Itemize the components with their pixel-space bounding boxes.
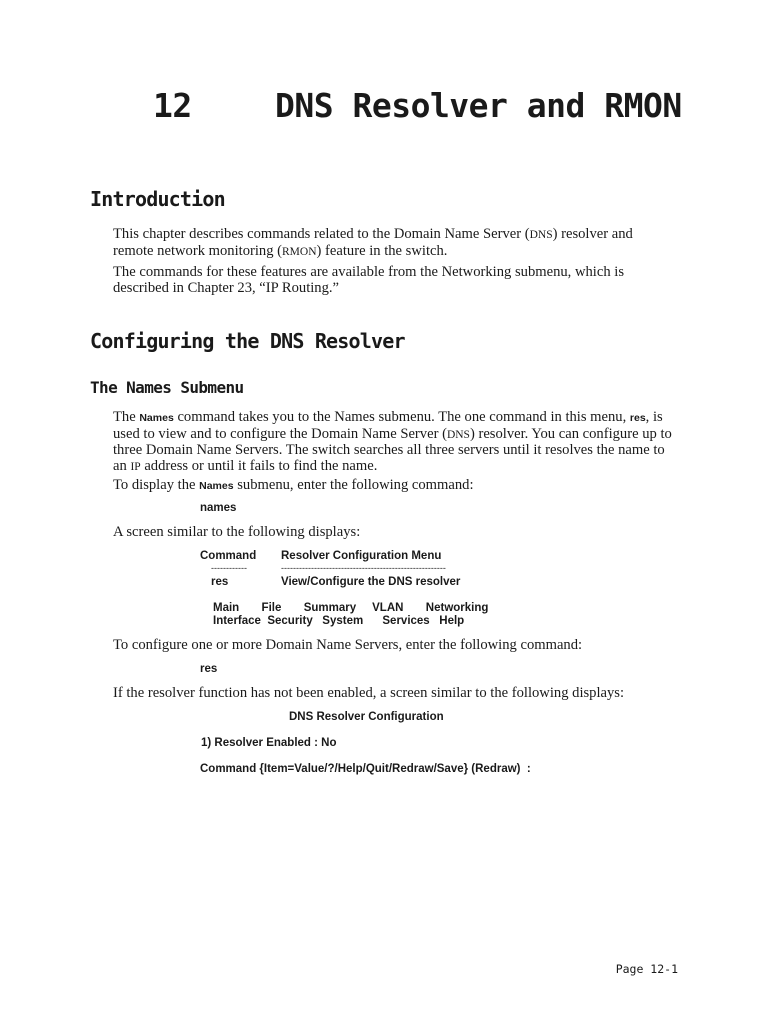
abbr-dns: DNS [446,428,470,441]
screen2-item-1: 1) Resolver Enabled : No [201,737,337,749]
command-example-res: res [200,663,218,675]
names-paragraph-3: A screen similar to the following displays: [113,524,361,540]
inline-command-res: res [629,412,646,424]
screen2-command-prompt: Command {Item=Value/?/Help/Quit/Redraw/Save} (Redraw) : [200,763,531,775]
names-paragraph-1: The Names command takes you to the Names submenu. The one command in this menu, res, is used to view and to configure the Domain Name Server (DNS) resolver. You can configure up to three Domain Name Servers. The switch searches all three servers until it resolves the name to an IP address or until it fails to find the name. [113,409,672,474]
abbr-ip: IP [130,460,141,473]
configuring-heading: Configuring the DNS Resolver [90,329,405,353]
screen1-row-command: res [211,576,229,588]
introduction-paragraph-1: This chapter describes commands related to the Domain Name Server (DNS) resolver and remote network monitoring (RMON) feature in the switch. [113,226,633,259]
command-example-names: names [200,502,237,514]
screen1-row-description: View/Configure the DNS resolver [281,576,461,588]
names-paragraph-2: To display the Names submenu, enter the following command: [113,477,474,493]
screen1-col1-rule: ------------ [211,563,247,573]
screen1-menu-line-2: Interface Security System Services Help [213,615,465,627]
page-number: Page 12-1 [615,962,678,976]
screen1-col2-header: Resolver Configuration Menu [281,550,442,562]
names-submenu-heading: The Names Submenu [90,378,244,397]
chapter-title: DNS Resolver and RMON [275,86,682,125]
names-paragraph-5: If the resolver function has not been enabled, a screen similar to the following displays: [113,685,625,701]
chapter-number: 12 [153,86,192,125]
inline-command-names: Names [199,480,234,492]
abbr-dns: DNS [529,229,553,241]
introduction-paragraph-2: The commands for these features are available from the Networking submenu, which is described in Chapter 23, “IP Routing.” [113,264,625,296]
screen1-col2-rule: ------------------------------------------------------- [281,563,446,573]
introduction-heading: Introduction [90,187,225,211]
inline-command-names: Names [139,412,174,424]
abbr-rmon: RMON [282,245,317,258]
names-paragraph-4: To configure one or more Domain Name Servers, enter the following command: [113,637,583,653]
screen1-col1-header: Command [200,550,257,562]
screen2-title: DNS Resolver Configuration [289,711,444,723]
screen1-menu-line-1: Main File Summary VLAN Networking [213,602,489,614]
